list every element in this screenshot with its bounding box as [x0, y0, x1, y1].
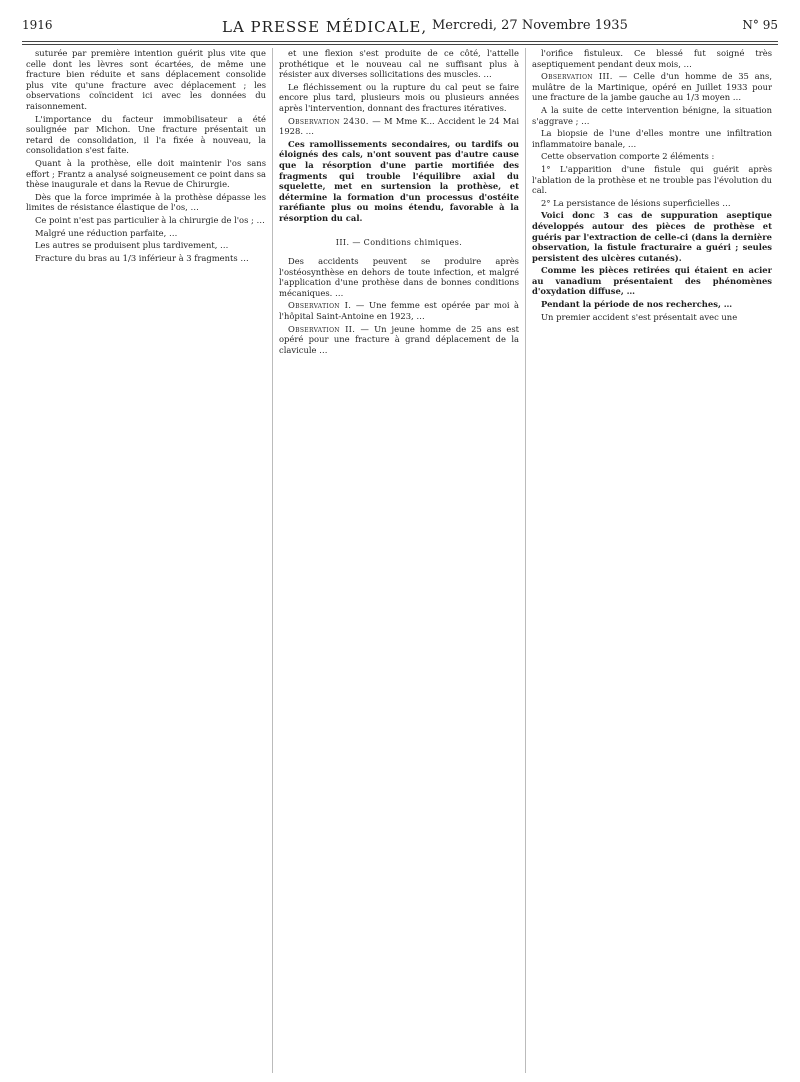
paragraph [532, 105, 772, 126]
issue-number: N° 95 [742, 18, 778, 32]
masthead-rule-double [22, 44, 778, 45]
masthead [22, 14, 778, 40]
text-column-3 [532, 48, 772, 1073]
paragraph-text: Ce point n'est pas particulier à la chirurgie de l'os ; … [35, 214, 265, 225]
section-heading: III. — Conditions chimiques. [335, 237, 463, 247]
paragraph [279, 82, 519, 114]
paragraph-text: Des accidents peuvent se produire après l'ostéosynthèse en dehors de toute infection, et malgré l'application d'une prothèse dans de bonnes conditions mécaniques. … [279, 256, 519, 298]
paragraph-text: Pendant la période de nos recherches, … [541, 299, 733, 310]
paragraph-text: Les autres se produisent plus tardivement, … [35, 240, 229, 251]
paragraph [532, 151, 772, 162]
paragraph [532, 210, 772, 263]
text-column-1 [26, 48, 266, 1073]
paragraph [26, 240, 266, 251]
paragraph [532, 265, 772, 297]
paragraph-text: 1° L'apparition d'une fistule qui guérit après l'ablation de la prothèse et ne trouble pas l'évolution du cal. [532, 163, 772, 196]
paragraph-text: Une femme est opérée par moi à l'hôpital Saint-Antoine en 1923, … [279, 300, 519, 322]
paragraph-text: Voici donc 3 cas de suppuration aseptique développés autour des pièces de prothèse et guéris par l'extraction de celle-ci (dans la dernière observation, la fistule fracturaire a guéri ; seules persistent des ulcères cutanés). [532, 210, 772, 263]
paragraph [26, 114, 266, 156]
paragraph [26, 228, 266, 239]
paragraph [532, 164, 772, 196]
paragraph [532, 299, 772, 310]
paragraph-text: Fracture du bras au 1/3 inférieur à 3 fragments … [35, 252, 249, 263]
paragraph [532, 198, 772, 209]
observation-lead: Observation III. — [541, 71, 628, 82]
paragraph-text: Dès que la force imprimée à la prothèse dépasse les limites de résistance élastique de l'os, … [26, 191, 266, 213]
paragraph [532, 48, 772, 69]
paragraph-text: Un premier accident s'est présentait avec une [541, 311, 738, 322]
issue-date: Mercredi, 27 Novembre 1935 [432, 18, 628, 33]
paragraph [26, 215, 266, 226]
paragraph-text: Ces ramollissements secondaires, ou tardifs ou éloignés des cals, n'ont souvent pas d'autre cause que la résorption d'une partie mortifiée des fragments qui trouble l'équilibre axial du squelette, met en surtension la prothèse, et détermine la formation d'un processus d'ostéite raréfiante plus ou moins étendu, favorable à la résorption du cal. [279, 138, 519, 223]
paragraph-text: l'orifice fistuleux. Ce blessé fut soigné très aseptiquement pendant deux mois, … [532, 48, 772, 69]
paragraph [26, 48, 266, 112]
text-column-2 [279, 48, 519, 1073]
paragraph-text: Le fléchissement ou la rupture du cal peut se faire encore plus tard, plusieurs mois ou plusieurs années après l'intervention, donnant des fractures itératives. [279, 81, 519, 113]
paragraph [532, 312, 772, 323]
observation-lead: Observation 2430. — [288, 115, 381, 126]
paragraph-text: Cette observation comporte 2 éléments : [541, 151, 715, 162]
column-divider [525, 48, 526, 1073]
paragraph [532, 128, 772, 149]
paragraph-text: 2° La persistance de lésions superficielles … [541, 197, 731, 208]
paragraph-text: Comme les pièces retirées qui étaient en acier au vanadium présentaient des phénomènes d'oxydation diffuse, … [532, 265, 772, 297]
paragraph-text: Malgré une réduction parfaite, … [35, 227, 178, 238]
paragraph [26, 192, 266, 213]
paragraph-text: La biopsie de l'une d'elles montre une infiltration inflammatoire banale, … [532, 128, 772, 149]
paragraph-text: M Mme K... Accident le 24 Mai 1928. … [279, 115, 519, 137]
column-divider [272, 48, 273, 1073]
paragraph-text: suturée par première intention guérit plus vite que celle dont les lèvres sont écartées, de même une fracture bien réduite et sans déplacement consolide plus vite qu'une fracture avec déplacement ; les observations coïncident ici avec les données du raisonnement. [26, 48, 266, 111]
observation-lead: Observation I. — [288, 300, 365, 311]
publication-title: LA PRESSE MÉDICALE, [222, 18, 428, 36]
paragraph-text: L'importance du facteur immobilisateur a été soulignée par Michon. Une fracture présentait un retard de consolidation, il l'a fixée à nouveau, la consolidation s'est faite. [26, 113, 266, 156]
page-number: 1916 [22, 18, 53, 32]
paragraph [279, 48, 519, 80]
paragraph-text: Quant à la prothèse, elle doit maintenir l'os sans effort ; Frantz a analysé soigneusement ce point dans sa thèse inaugurale et dans la Revue de Chirurgie. [26, 157, 266, 190]
paragraph [26, 253, 266, 264]
paragraph [279, 256, 519, 298]
paragraph-text: A la suite de cette intervention bénigne, la situation s'aggrave ; … [532, 104, 772, 126]
paragraph [279, 324, 519, 356]
paragraph [279, 139, 519, 224]
paragraph-text: et une flexion s'est produite de ce côté, l'attelle prothétique et le nouveau cal ne suffisant plus à résister aux diverses sollicitations des muscles. … [279, 48, 519, 80]
paragraph-text: Un jeune homme de 25 ans est opéré pour une fracture à grand déplacement de la clavicule … [279, 323, 519, 355]
masthead-rule [22, 41, 778, 42]
paragraph [532, 71, 772, 103]
paragraph [26, 158, 266, 190]
paragraph [279, 116, 519, 137]
paragraph-text: Celle d'un homme de 35 ans, mulâtre de la Martinique, opéré en Juillet 1933 pour une fracture de la jambe gauche au 1/3 moyen … [532, 71, 772, 103]
observation-lead: Observation II. — [288, 323, 370, 334]
paragraph [279, 300, 519, 321]
